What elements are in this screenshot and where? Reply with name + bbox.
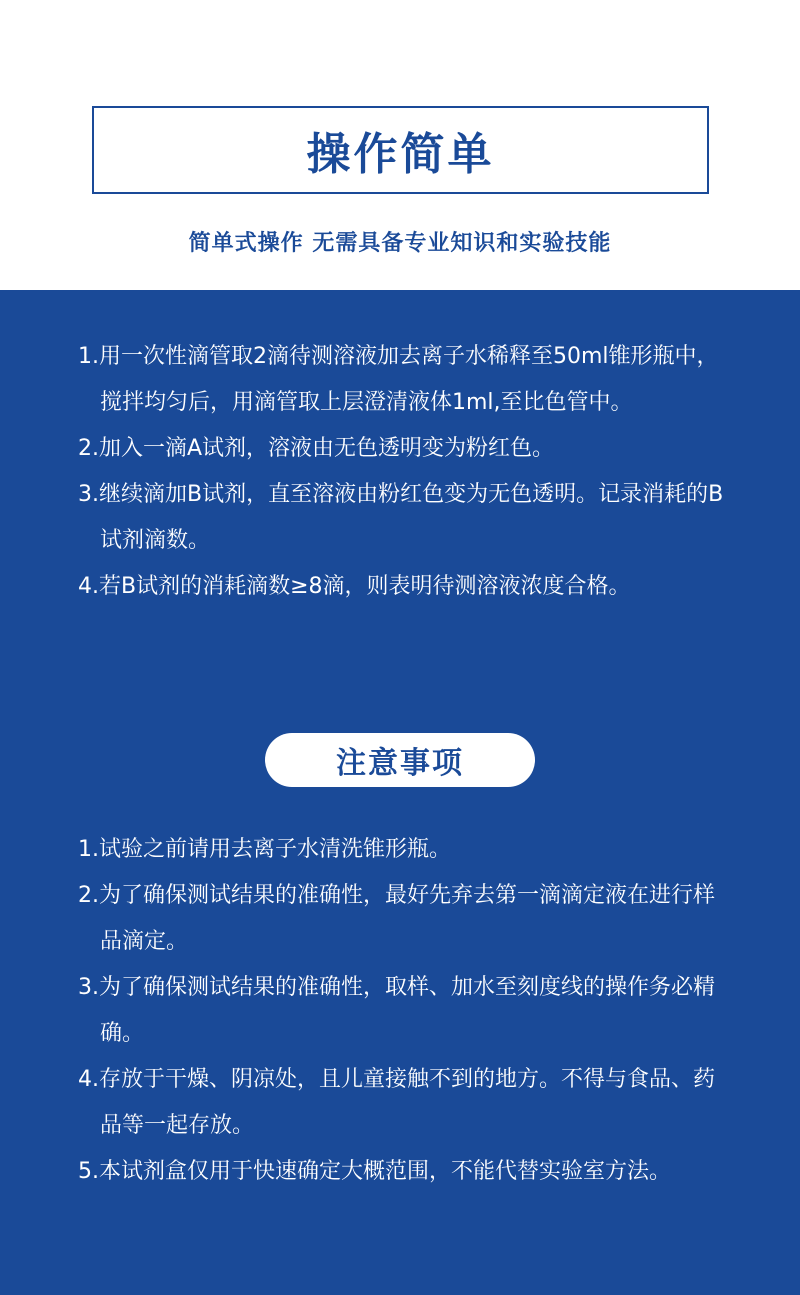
notes-title-pill <box>265 733 535 787</box>
note-item: 5.本试剂盒仅用于快速确定大概范围，不能代替实验室方法。 <box>78 1159 671 1184</box>
note-item: 1.试验之前请用去离子水清洗锥形瓶。 <box>78 837 451 862</box>
operation-step: 1.用一次性滴管取2滴待测溶液加去离子水稀释至50ml锥形瓶中，搅拌均匀后，用滴管取上层澄清液体1ml,至比色管中。 <box>78 344 719 415</box>
operation-step: 4.若B试剂的消耗滴数≥8滴，则表明待测溶液浓度合格。 <box>78 574 631 599</box>
notes-list <box>78 827 728 1195</box>
title-box <box>92 106 709 194</box>
operation-step: 2.加入一滴A试剂，溶液由无色透明变为粉红色。 <box>78 436 555 461</box>
page-title: 操作简单 <box>306 129 495 180</box>
note-item: 3.为了确保测试结果的准确性，取样、加水至刻度线的操作务必精确。 <box>78 975 715 1046</box>
subtitle: 简单式操作 无需具备专业知识和实验技能 <box>188 231 612 256</box>
operation-step: 3.继续滴加B试剂，直至溶液由粉红色变为无色透明。记录消耗的B试剂滴数。 <box>78 482 724 553</box>
header-section <box>0 0 800 290</box>
note-item: 4.存放于干燥、阴凉处，且儿童接触不到的地方。不得与食品、药品等一起存放。 <box>78 1067 715 1138</box>
operation-steps-list <box>78 334 728 610</box>
notes-title: 注意事项 <box>336 746 464 781</box>
note-item: 2.为了确保测试结果的准确性，最好先弃去第一滴滴定液在进行样品滴定。 <box>78 883 715 954</box>
